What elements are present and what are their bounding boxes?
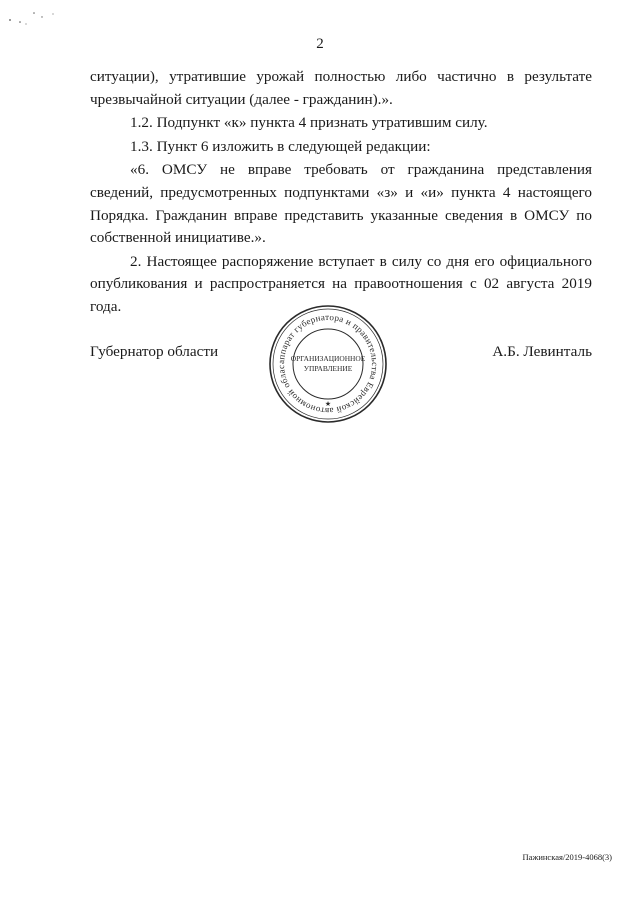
paragraph-2: 2. Настоящее распоряжение вступает в силу со дня его официального опубликования и распространяется на правоотношения с 02 августа 2019 года. [90, 252, 592, 315]
signer-title: Губернатор области [90, 343, 219, 360]
scan-specks [6, 8, 66, 28]
stamp-center-line2: УПРАВЛЕНИЕ [303, 364, 353, 373]
document-reference: Пажинская/2019-4068(3) [522, 852, 612, 862]
stamp-center-line1: ОРГАНИЗАЦИОННОЕ [290, 354, 366, 363]
signer-name: А.Б. Левинталь [492, 343, 592, 360]
paragraph-1-3: 1.3. Пункт 6 изложить в следующей редакции: [130, 137, 431, 155]
paragraph-item-6: «6. ОМСУ не вправе требовать от гражданина представления сведений, предусмотренных подпунктами «з» и «и» пункта 4 настоящего Порядка. Гражданин вправе представить указанные сведения в ОМСУ по собственной инициативе.». [90, 161, 592, 247]
paragraph-continuation: ситуации), утратившие урожай полностью либо частично в результате чрезвычайной ситуации (далее - гражданин).». [90, 68, 592, 108]
official-stamp [266, 302, 390, 426]
stamp-ring-text: аппарат губернатора и правительства Еврейской автономной облас [275, 311, 381, 417]
page-number: 2 [316, 36, 324, 52]
stamp-seal-icon [266, 302, 390, 426]
svg-text:★: ★ [324, 400, 332, 408]
document-body [90, 66, 592, 319]
paragraph-1-2: 1.2. Подпункт «к» пункта 4 признать утратившим силу. [130, 114, 488, 132]
